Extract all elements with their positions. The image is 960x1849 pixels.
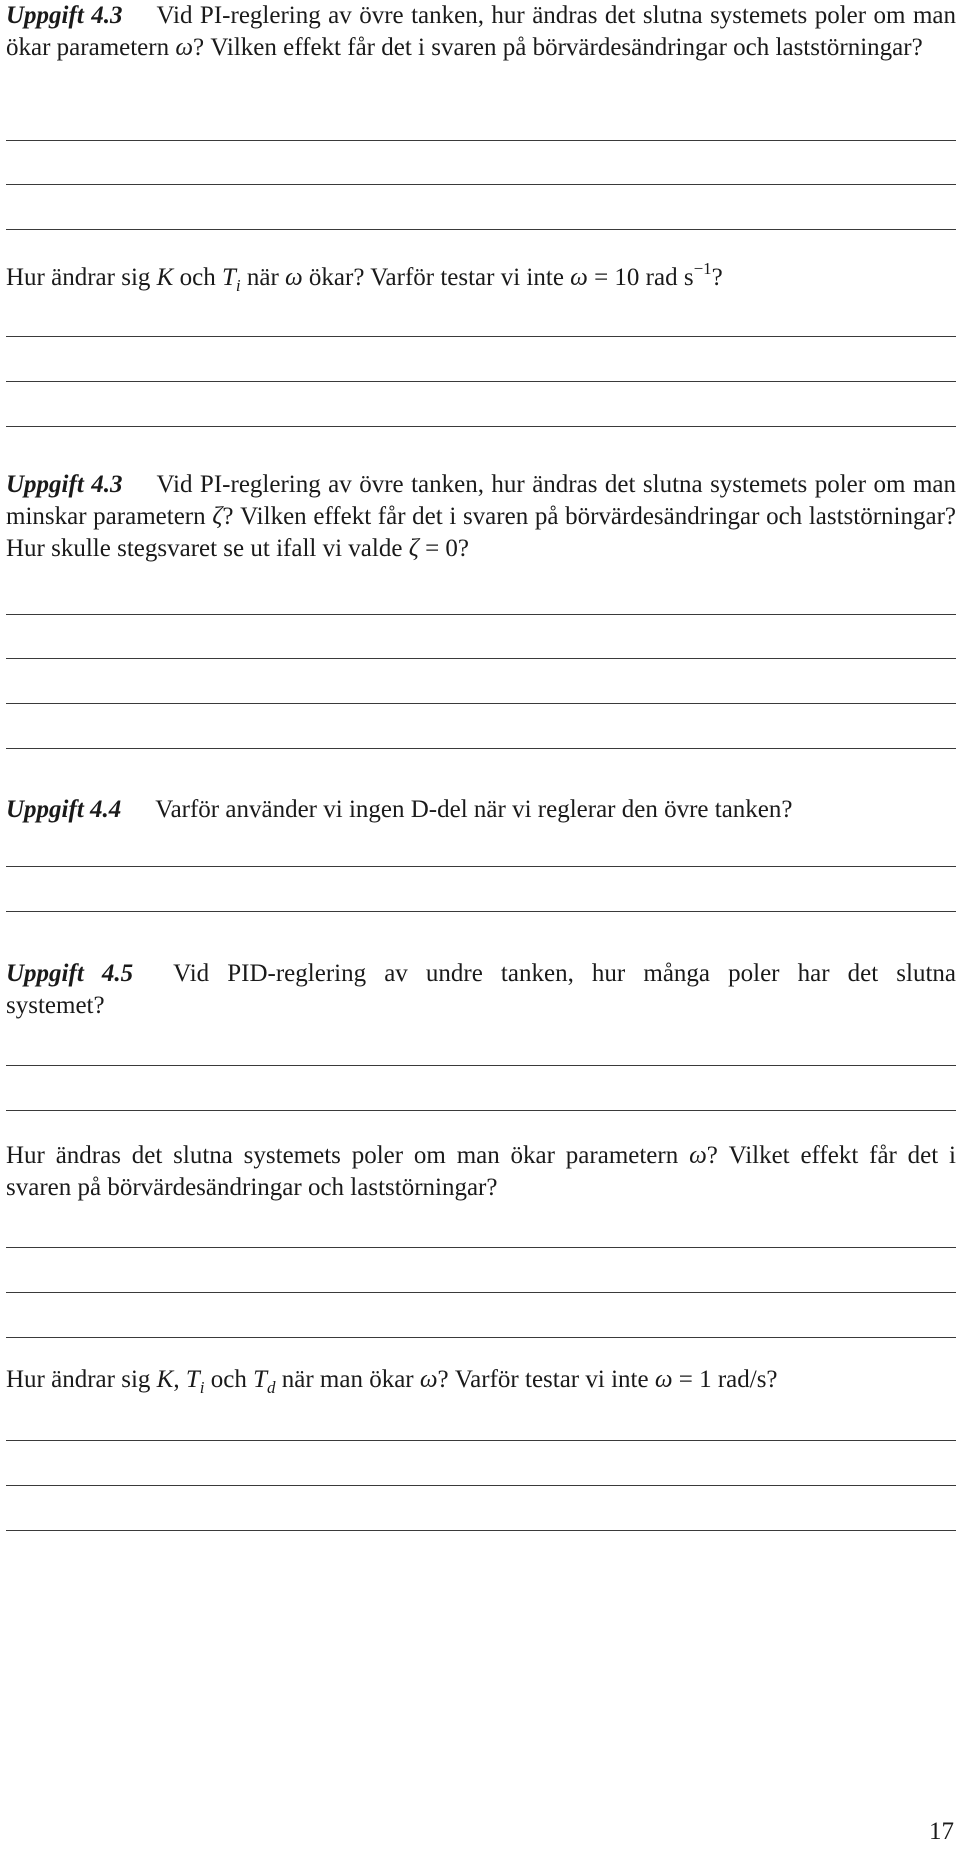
answer-line [6, 336, 956, 337]
task-4-4 [6, 794, 956, 826]
omega-symbol: ω [285, 264, 303, 291]
answer-line [6, 614, 956, 615]
question-text: ? Varför testar vi inte [437, 1366, 655, 1393]
question-text: när [240, 264, 286, 291]
answer-line [6, 1337, 956, 1338]
question-text: Hur ändras det slutna systemets poler om man ökar parametern [6, 1142, 690, 1169]
zeta-symbol: ζ [212, 503, 223, 530]
answer-line [6, 866, 956, 867]
omega-symbol: ω [175, 34, 194, 61]
sub-question-k-ti [6, 259, 956, 295]
question-text: ? Vilken effekt får det i svaren på börvärdesändringar och laststörningar? [193, 34, 923, 61]
question-text: Vid PI-reglering av övre tanken, hur ändras det slutna systemets poler om man ökar parametern [6, 2, 956, 61]
answer-line [6, 229, 956, 230]
answer-line [6, 703, 956, 704]
task-4-3-zeta [6, 469, 956, 565]
symbol-t: T [221, 264, 236, 291]
question-text: ? [711, 264, 723, 291]
symbol-k: K [156, 264, 174, 291]
answer-line [6, 140, 956, 141]
question-text: ? Vilket effekt får det i svaren på börvärdesändringar och laststörningar? [6, 1142, 956, 1201]
question-text: = 1 rad/s? [672, 1366, 778, 1393]
exponent: −1 [693, 259, 712, 278]
symbol-k: K [156, 1366, 174, 1393]
omega-symbol: ω [654, 1366, 673, 1393]
zeta-symbol: ζ [408, 535, 419, 562]
question-text: , [173, 1366, 186, 1393]
task-label: Uppgift 4.3 [6, 2, 123, 29]
answer-line [6, 1530, 956, 1531]
omega-symbol: ω [570, 264, 588, 291]
answer-line [6, 1247, 956, 1248]
question-text: Vid PID-reglering av undre tanken, hur många poler har det slutna [173, 960, 956, 987]
omega-symbol: ω [419, 1366, 438, 1393]
answer-line [6, 1110, 956, 1111]
question-text: ökar? Varför testar vi inte [302, 264, 571, 291]
question-text: = 0? [418, 535, 470, 562]
task-label: Uppgift 4.5 [6, 960, 134, 987]
question-text: och [204, 1366, 254, 1393]
sub-question-poles [6, 1140, 956, 1204]
subscript-i: i [199, 1378, 205, 1397]
task-label: Uppgift 4.3 [6, 471, 123, 498]
question-text: ? Vilken effekt får det i svaren på börvärdesändringar och laststörningar? Hur skulle stegsvaret se ut ifall vi valde [6, 503, 957, 562]
question-text: Hur ändrar sig [6, 264, 157, 291]
task-label: Uppgift 4.4 [6, 796, 122, 823]
question-text: Hur ändrar sig [6, 1366, 157, 1393]
sub-question-k-ti-td [6, 1364, 956, 1396]
answer-line [6, 381, 956, 382]
question-text: och [173, 264, 222, 291]
omega-symbol: ω [689, 1142, 707, 1169]
answer-line [6, 911, 956, 912]
answer-line [6, 1065, 956, 1066]
question-text: systemet? [6, 992, 105, 1019]
question-text: när man ökar [275, 1366, 420, 1393]
answer-line [6, 1292, 956, 1293]
page-number: 17 [929, 1818, 954, 1845]
symbol-t: T [253, 1366, 267, 1393]
task-4-5-line-1 [6, 958, 956, 990]
answer-line [6, 658, 956, 659]
answer-line [6, 748, 956, 749]
question-text: Varför använder vi ingen D-del när vi reglerar den övre tanken? [155, 796, 793, 823]
answer-line [6, 426, 956, 427]
answer-line [6, 1485, 956, 1486]
question-text: = 10 rad s [587, 264, 694, 291]
answer-line [6, 184, 956, 185]
subscript-d: d [267, 1378, 276, 1397]
subscript-i: i [235, 276, 241, 295]
symbol-t: T [185, 1366, 200, 1393]
task-4-3-omega [6, 0, 956, 64]
question-text: Vid PI-reglering av övre tanken, hur ändras det slutna systemets poler om man minskar parametern [6, 471, 956, 530]
answer-line [6, 1440, 956, 1441]
task-4-5 [6, 958, 956, 1022]
